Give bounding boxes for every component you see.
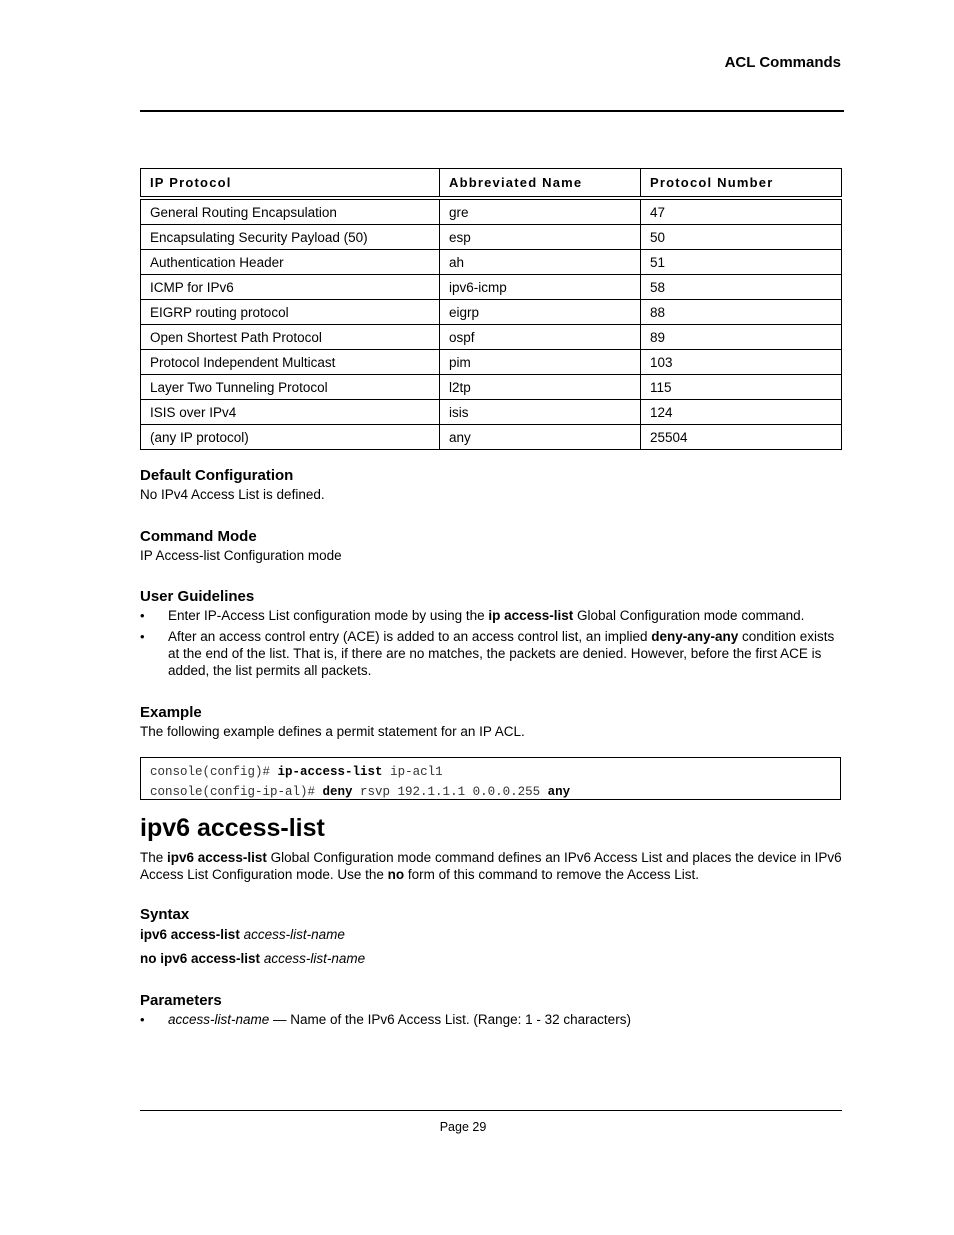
- table-row: [141, 198, 842, 225]
- table-cell: Protocol Independent Multicast: [141, 350, 440, 375]
- user-guidelines-heading: User Guidelines: [140, 588, 255, 605]
- table-cell: isis: [440, 400, 641, 425]
- table-cell: ipv6-icmp: [440, 275, 641, 300]
- example-section: [140, 703, 842, 740]
- syntax-line: no ipv6 access-list access-list-name: [140, 951, 366, 966]
- table-row: [141, 375, 842, 400]
- table-cell: Open Shortest Path Protocol: [141, 325, 440, 350]
- table-cell: 47: [641, 198, 842, 225]
- table-cell: EIGRP routing protocol: [141, 300, 440, 325]
- parameters-section: [140, 991, 842, 1032]
- code-line: console(config)# ip-access-list ip-acl1: [150, 765, 443, 779]
- user-guidelines-section: [140, 587, 842, 683]
- list-item: • access-list-name — Name of the IPv6 Access List. (Range: 1 - 32 characters): [140, 1012, 631, 1027]
- code-line: console(config-ip-al)# deny rsvp 192.1.1.1 0.0.0.255 any: [150, 785, 571, 799]
- list-item: • Enter IP-Access List configuration mode by using the ip access-list Global Configuration mode command.: [140, 608, 805, 623]
- table-cell: 51: [641, 250, 842, 275]
- footer-divider: [140, 1110, 842, 1111]
- command-ref: ip access-list: [488, 608, 574, 623]
- table-row: [141, 275, 842, 300]
- table-row: [141, 425, 842, 450]
- command-title: ipv6 access-list: [140, 814, 325, 842]
- syntax-line: ipv6 access-list access-list-name: [140, 927, 345, 942]
- list-item: • After an access control entry (ACE) is added to an access control list, an implied deny-any-any condition exists at the end of the list. That is, if there are no matches, the packets are denied. However, before the first ACE is added, the list permits all packets.: [140, 629, 835, 678]
- table-cell: (any IP protocol): [141, 425, 440, 450]
- syntax-heading: Syntax: [140, 906, 190, 923]
- table-cell: 25504: [641, 425, 842, 450]
- user-guidelines-list: [140, 607, 842, 679]
- table-cell: 58: [641, 275, 842, 300]
- ipv6-description: The ipv6 access-list Global Configuration mode command defines an IPv6 Access List and places the device in IPv6 Access List Configuration mode. Use the no form of this command to remove the Access List.: [140, 850, 842, 882]
- running-header: ACL Commands: [724, 54, 841, 71]
- bullet-icon: •: [140, 1012, 145, 1027]
- condition-ref: deny-any-any: [651, 629, 739, 644]
- column-header-protocol-number: Protocol Number: [641, 169, 842, 199]
- code-example: [140, 757, 841, 800]
- table-cell: ISIS over IPv4: [141, 400, 440, 425]
- table-row: [141, 225, 842, 250]
- bullet-icon: •: [140, 608, 145, 623]
- table-cell: 103: [641, 350, 842, 375]
- column-header-abbreviated-name: Abbreviated Name: [440, 169, 641, 199]
- table-cell: Layer Two Tunneling Protocol: [141, 375, 440, 400]
- default-configuration-section: [140, 466, 842, 503]
- table-cell: 115: [641, 375, 842, 400]
- parameters-heading: Parameters: [140, 992, 222, 1009]
- default-configuration-text: No IPv4 Access List is defined.: [140, 487, 325, 502]
- example-heading: Example: [140, 704, 202, 721]
- table-cell: 89: [641, 325, 842, 350]
- table-cell: pim: [440, 350, 641, 375]
- table-row: [141, 400, 842, 425]
- table-cell: General Routing Encapsulation: [141, 198, 440, 225]
- protocol-table: [140, 168, 842, 450]
- table-cell: any: [440, 425, 641, 450]
- page-number: Page 29: [439, 1120, 487, 1134]
- table-cell: ICMP for IPv6: [141, 275, 440, 300]
- command-mode-text: IP Access-list Configuration mode: [140, 548, 342, 563]
- parameters-list: [140, 1011, 842, 1028]
- table-cell: l2tp: [440, 375, 641, 400]
- default-configuration-heading: Default Configuration: [140, 467, 294, 484]
- table-cell: gre: [440, 198, 641, 225]
- example-text: The following example defines a permit statement for an IP ACL.: [140, 724, 525, 739]
- column-header-ip-protocol: IP Protocol: [141, 169, 440, 199]
- command-mode-section: [140, 527, 842, 564]
- table-cell: esp: [440, 225, 641, 250]
- table-cell: Authentication Header: [141, 250, 440, 275]
- table-row: [141, 350, 842, 375]
- table-cell: Encapsulating Security Payload (50): [141, 225, 440, 250]
- table-cell: ah: [440, 250, 641, 275]
- table-cell: eigrp: [440, 300, 641, 325]
- table-cell: ospf: [440, 325, 641, 350]
- header-divider: [140, 110, 844, 112]
- table-row: [141, 300, 842, 325]
- command-mode-heading: Command Mode: [140, 528, 257, 545]
- table-cell: 88: [641, 300, 842, 325]
- table-row: [141, 250, 842, 275]
- syntax-section: [140, 905, 842, 967]
- bullet-icon: •: [140, 629, 145, 644]
- table-cell: 124: [641, 400, 842, 425]
- table-row: [141, 325, 842, 350]
- table-cell: 50: [641, 225, 842, 250]
- table-header-row: [141, 169, 842, 199]
